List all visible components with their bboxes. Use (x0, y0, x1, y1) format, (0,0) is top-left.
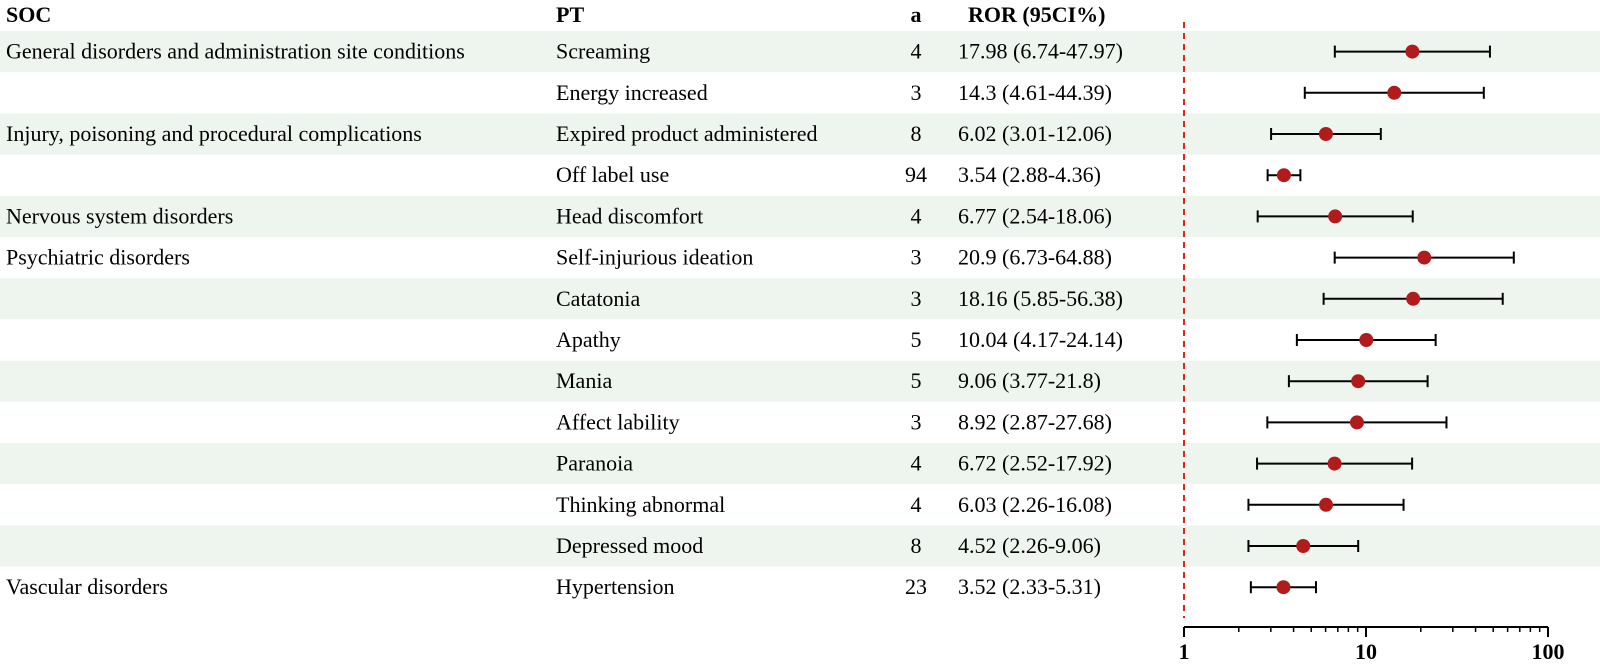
ror-point (1328, 209, 1342, 223)
x-tick-label: 100 (1531, 639, 1565, 664)
x-tick-label: 1 (1178, 639, 1190, 664)
ror-ci-label: 8.92 (2.87-27.68) (958, 409, 1112, 435)
count-a: 8 (910, 533, 922, 558)
ror-point (1319, 498, 1333, 512)
ror-point (1387, 86, 1401, 100)
ror-point (1296, 539, 1310, 553)
pt-label: Off label use (556, 162, 670, 188)
soc-label: Nervous system disorders (6, 203, 234, 229)
header-pt: PT (556, 2, 585, 27)
count-a: 94 (905, 162, 927, 188)
pt-label: Hypertension (556, 574, 675, 600)
ror-point (1406, 292, 1420, 306)
ror-point (1359, 333, 1373, 347)
count-a: 3 (910, 79, 922, 105)
pt-label: Apathy (556, 327, 621, 352)
ror-point (1276, 580, 1290, 594)
pt-label: Head discomfort (556, 203, 704, 229)
count-a: 4 (910, 491, 922, 517)
pt-label: Depressed mood (556, 533, 704, 558)
ror-ci-label: 14.3 (4.61-44.39) (958, 79, 1112, 105)
x-tick-label: 10 (1355, 639, 1377, 664)
soc-label: Vascular disorders (6, 574, 168, 600)
count-a: 8 (910, 121, 922, 146)
count-a: 4 (910, 203, 922, 229)
pt-label: Mania (556, 368, 613, 394)
pt-label: Affect lability (556, 409, 680, 435)
header-ror: ROR (95CI%) (968, 2, 1106, 27)
ror-point (1319, 127, 1333, 141)
header-a: a (910, 2, 922, 27)
pt-label: Expired product administered (556, 121, 818, 146)
ror-ci-label: 6.03 (2.26-16.08) (958, 491, 1112, 517)
ror-ci-label: 10.04 (4.17-24.14) (958, 327, 1123, 352)
soc-label: Psychiatric disorders (6, 244, 190, 270)
ror-ci-label: 6.72 (2.52-17.92) (958, 450, 1112, 476)
ror-ci-label: 6.77 (2.54-18.06) (958, 203, 1112, 229)
ror-ci-label: 20.9 (6.73-64.88) (958, 244, 1112, 270)
column-headers (6, 2, 1106, 27)
count-a: 3 (910, 285, 922, 311)
count-a: 3 (910, 244, 922, 270)
ror-point (1277, 168, 1291, 182)
soc-label: General disorders and administration site conditions (6, 38, 465, 64)
pt-label: Thinking abnormal (556, 491, 726, 517)
ror-ci-label: 18.16 (5.85-56.38) (958, 285, 1123, 311)
pt-label: Self-injurious ideation (556, 244, 754, 270)
ror-point (1405, 45, 1419, 59)
ror-ci-label: 6.02 (3.01-12.06) (958, 121, 1112, 146)
ror-point (1350, 415, 1364, 429)
ror-point (1328, 457, 1342, 471)
count-a: 23 (905, 574, 927, 600)
ror-ci-label: 3.54 (2.88-4.36) (958, 162, 1101, 188)
count-a: 5 (910, 368, 922, 394)
count-a: 4 (910, 38, 922, 64)
x-axis (1179, 627, 1565, 664)
row-stripe (0, 525, 1600, 566)
ror-ci-label: 17.98 (6.74-47.97) (958, 38, 1123, 64)
header-soc: SOC (6, 2, 52, 27)
soc-label: Injury, poisoning and procedural complications (6, 121, 422, 146)
pt-label: Screaming (556, 38, 651, 64)
ror-point (1351, 374, 1365, 388)
pt-label: Energy increased (556, 79, 708, 105)
count-a: 5 (910, 327, 922, 352)
count-a: 3 (910, 409, 922, 435)
ror-point (1417, 251, 1431, 265)
ror-ci-label: 9.06 (3.77-21.8) (958, 368, 1101, 394)
ror-ci-label: 4.52 (2.26-9.06) (958, 533, 1101, 558)
pt-label: Catatonia (556, 285, 641, 311)
ror-ci-label: 3.52 (2.33-5.31) (958, 574, 1101, 600)
pt-label: Paranoia (556, 450, 633, 476)
count-a: 4 (910, 450, 922, 476)
